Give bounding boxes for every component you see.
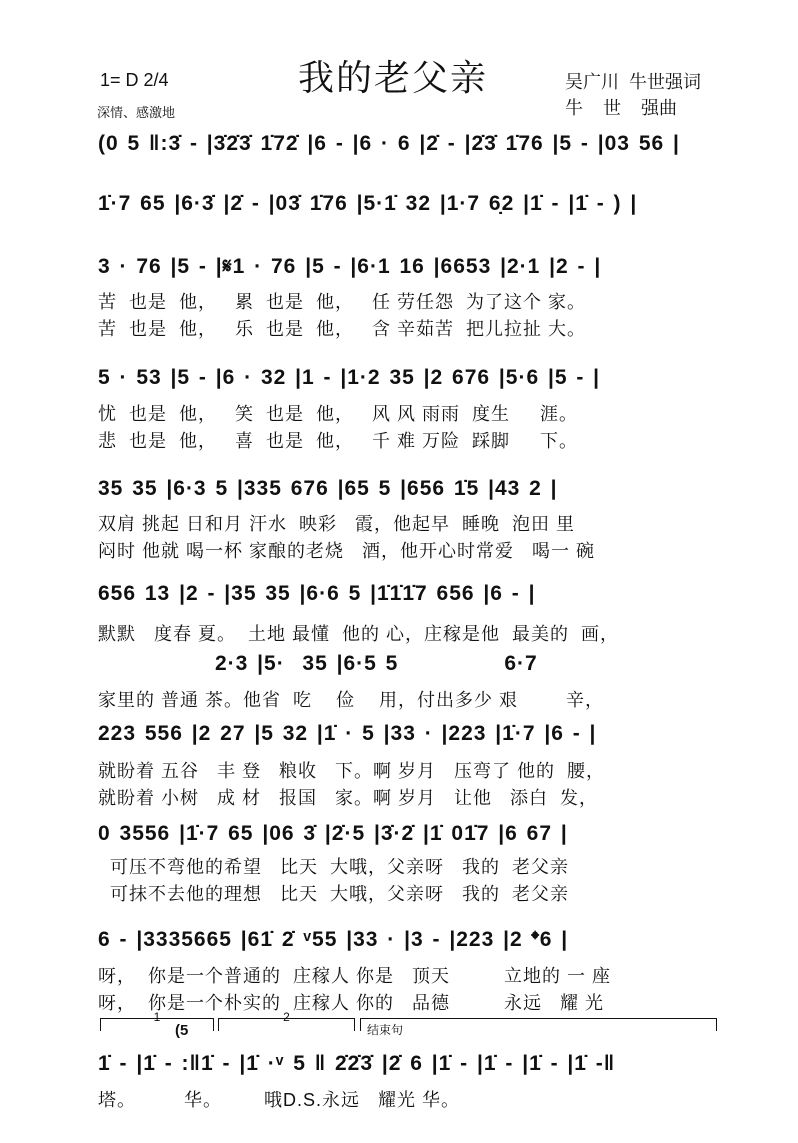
notes-row: 6 - |3335665 |61̇ 2̇ ᵛ55 |33 · |3 - |223 |2 𝄌6 |	[98, 928, 569, 951]
lyricist-credit: 吴广川 牛世强词	[565, 72, 702, 92]
second-ending-bracket	[218, 1010, 355, 1031]
composer-credit: 牛 世 强曲	[565, 98, 678, 118]
lyrics-line: 就盼着 五谷 丰 登 粮收 下。啊 岁月 压弯了 他的 腰，	[98, 761, 606, 781]
lyrics-line: 双肩 挑起 日和月 汗水 映彩 霞，他起早 睡晚 泡田 里	[98, 514, 576, 534]
pickup-note: (5	[175, 1022, 189, 1039]
lyrics-line: 悲 也是 他， 喜 也是 他， 千 难 万险 踩脚 下。	[98, 431, 579, 451]
lyrics-line: 塔。 华。 哦D.S.永远 耀光 华。	[98, 1090, 461, 1110]
coda-label: 结束句	[367, 1023, 404, 1037]
key-signature: 1= D 2/4	[100, 70, 169, 90]
lyrics-line: 可压不弯他的希望 比天 大哦，父亲呀 我的 老父亲	[98, 857, 570, 877]
lyrics-line: 可抹不去他的理想 比天 大哦，父亲呀 我的 老父亲	[98, 884, 570, 904]
notes-row: (0 5 ‖:3̇ - |3̇2̇3̇ 1̇72̇ |6 - |6 · 6 |2̇ - |2̇3̇ 1̇76 |5 - |03 56 |	[98, 132, 680, 155]
notes-row: 656 13 |2 - |35 35 |6·6 5 |1̇1̇1̇7 656 |6 - |	[98, 582, 536, 605]
lyrics-line: 闷时 他就 喝一杯 家酿的老烧 酒，他开心时常爱 喝一 碗	[98, 541, 596, 561]
notes-row: 0 3556 |1̇·7 65 |06 3̇ |2̇·5 |3̇·2̇ |1̇ 01̇7 |6 67 |	[98, 822, 568, 845]
lyrics-line: 就盼着 小树 成 材 报国 家。啊 岁月 让他 添白 发，	[98, 788, 599, 808]
notes-row: 3 · 76 |5 - |𝄋1 · 76 |5 - |6·1 16 |6653 |2·1 |2 - |	[98, 255, 602, 278]
lyrics-line: 呀， 你是一个普通的 庄稼人 你是 顶天 立地的 一 座	[98, 966, 612, 986]
lyrics-line: 默默 度春 夏。 土地 最懂 他的 心，庄稼是他 最美的 画，	[98, 624, 620, 644]
lyrics-line: 忧 也是 他， 笑 也是 他， 风 风 雨雨 度生 涯。	[98, 404, 579, 424]
notes-row: 223 556 |2 27 |5 32 |1̇ · 5 |33 · |223 |1̇·7 |6 - |	[98, 722, 597, 745]
first-ending-bracket	[100, 1010, 214, 1031]
coda-bracket	[360, 1018, 717, 1031]
first-ending-label: 1	[153, 1010, 161, 1024]
lyrics-line: 家里的 普通 茶。他省 吃 俭 用，付出多少 艰 辛，	[98, 690, 605, 710]
lyrics-line: 苦 也是 他， 累 也是 他， 任 劳任怨 为了这个 家。	[98, 292, 587, 312]
notes-row: 2·3 |5· 35 |6·5 5 6·7	[215, 652, 538, 675]
notes-row: 35 35 |6·3 5 |335 676 |65 5 |656 1̇5 |43 2 |	[98, 477, 558, 500]
notes-row: 1̇ - |1̇ - :‖1̇ - |1̇ ·ᵛ 5 ‖ 2̇2̇3̇ |2̇ 6 |1̇ - |1̇ - |1̇ - |1̇ -‖	[98, 1052, 616, 1075]
song-title: 我的老父亲	[298, 57, 489, 98]
lyrics-line: 呀， 你是一个朴实的 庄稼人 你的 品德 永远 耀 光	[98, 993, 605, 1013]
lyrics-line: 苦 也是 他， 乐 也是 他， 含 辛茹苦 把儿拉扯 大。	[98, 319, 587, 339]
tempo-marking: 深情、感激地	[97, 105, 176, 120]
notes-row: 5 · 53 |5 - |6 · 32 |1 - |1·2 35 |2 676 |5·6 |5 - |	[98, 366, 601, 389]
notes-row: 1̇·7 65 |6·3̇ |2̇ - |03̇ 1̇76 |5·1̇ 32 |1·7 6̣2 |1̇ - |1̇ - ) |	[98, 192, 638, 215]
second-ending-label: 2	[283, 1010, 290, 1024]
